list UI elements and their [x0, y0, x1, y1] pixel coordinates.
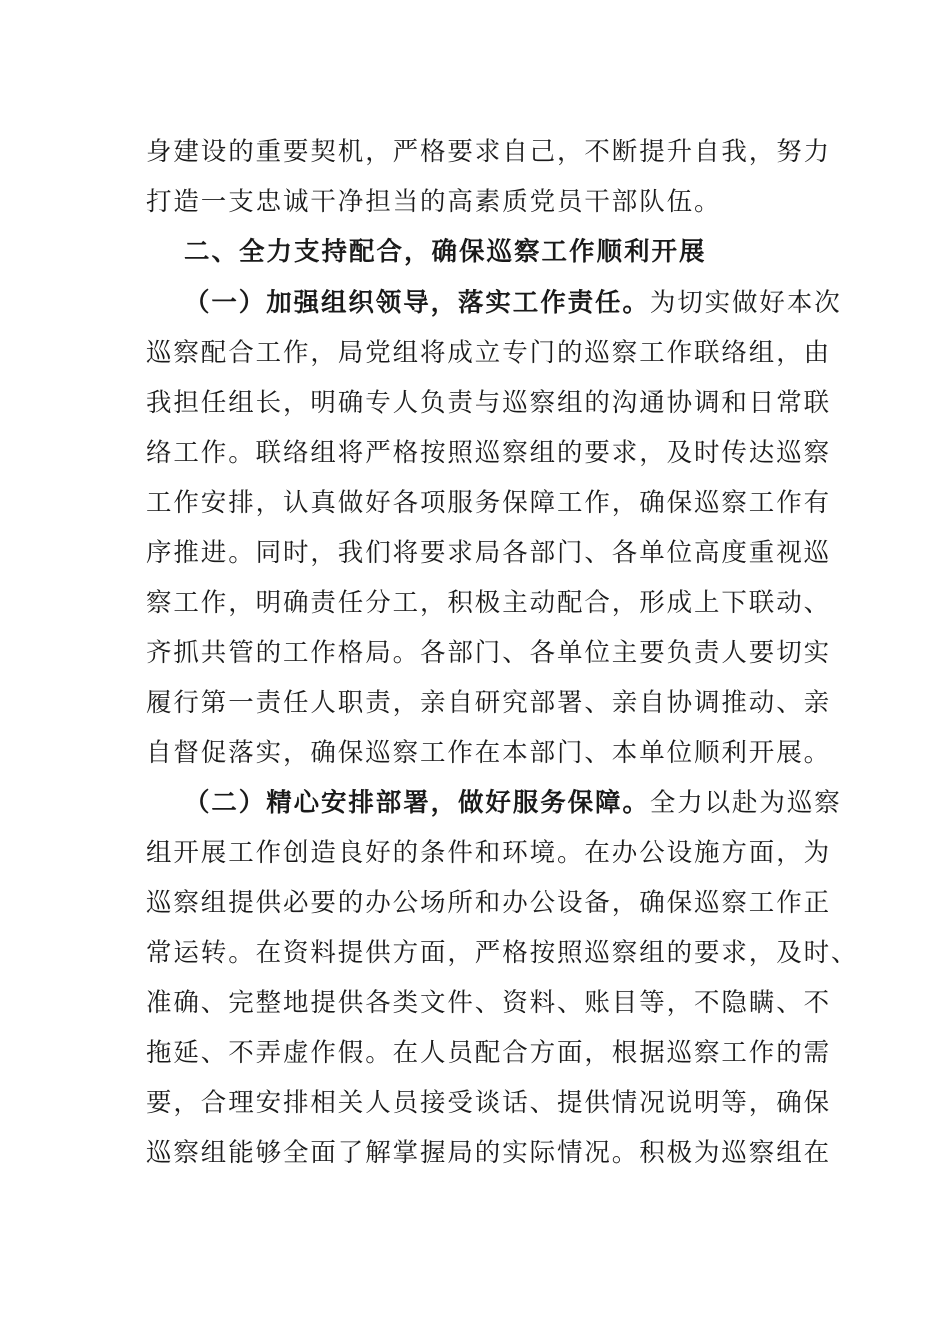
paragraph-line: 自督促落实，确保巡察工作在本部门、本单位顺利开展。	[146, 738, 832, 768]
paragraph-line: 拖延、不弄虚作假。在人员配合方面，根据巡察工作的需	[146, 1038, 832, 1068]
paragraph-line: 组开展工作创造良好的条件和环境。在办公设施方面，为	[146, 838, 832, 868]
paragraph-line: 准确、完整地提供各类文件、资料、账目等，不隐瞒、不	[146, 988, 832, 1018]
paragraph-line: 齐抓共管的工作格局。各部门、各单位主要负责人要切实	[146, 638, 832, 668]
paragraph-line: 巡察组能够全面了解掌握局的实际情况。积极为巡察组在	[146, 1138, 832, 1168]
subsection-title: （二）精心安排部署，做好服务保障。	[184, 788, 650, 818]
subsection-first-line	[184, 778, 842, 828]
paragraph-line: 察工作，明确责任分工，积极主动配合，形成上下联动、	[146, 588, 832, 618]
section-heading: 二、全力支持配合，确保巡察工作顺利开展	[184, 237, 707, 267]
subsection-title: （一）加强组织领导，落实工作责任。	[184, 288, 650, 318]
paragraph-line: 巡察组提供必要的办公场所和办公设备，确保巡察工作正	[146, 888, 832, 918]
paragraph-line: 络工作。联络组将严格按照巡察组的要求，及时传达巡察	[146, 438, 832, 468]
paragraph-line: 身建设的重要契机，严格要求自己，不断提升自我，努力	[146, 137, 832, 167]
subsection-text: 全力以赴为巡察	[649, 788, 842, 818]
paragraph-line: 履行第一责任人职责，亲自研究部署、亲自协调推动、亲	[146, 688, 832, 718]
subsection-first-line	[184, 278, 842, 328]
paragraph-line: 工作安排，认真做好各项服务保障工作，确保巡察工作有	[146, 488, 832, 518]
paragraph-line: 我担任组长，明确专人负责与巡察组的沟通协调和日常联	[146, 388, 832, 418]
subsection-text: 为切实做好本次	[649, 288, 842, 318]
paragraph-line: 序推进。同时，我们将要求局各部门、各单位高度重视巡	[146, 538, 832, 568]
paragraph-line: 打造一支忠诚干净担当的高素质党员干部队伍。	[146, 187, 722, 217]
paragraph-line: 要，合理安排相关人员接受谈话、提供情况说明等，确保	[146, 1088, 832, 1118]
paragraph-line: 巡察配合工作，局党组将成立专门的巡察工作联络组，由	[146, 338, 832, 368]
paragraph-line: 常运转。在资料提供方面，严格按照巡察组的要求，及时、	[146, 938, 859, 968]
